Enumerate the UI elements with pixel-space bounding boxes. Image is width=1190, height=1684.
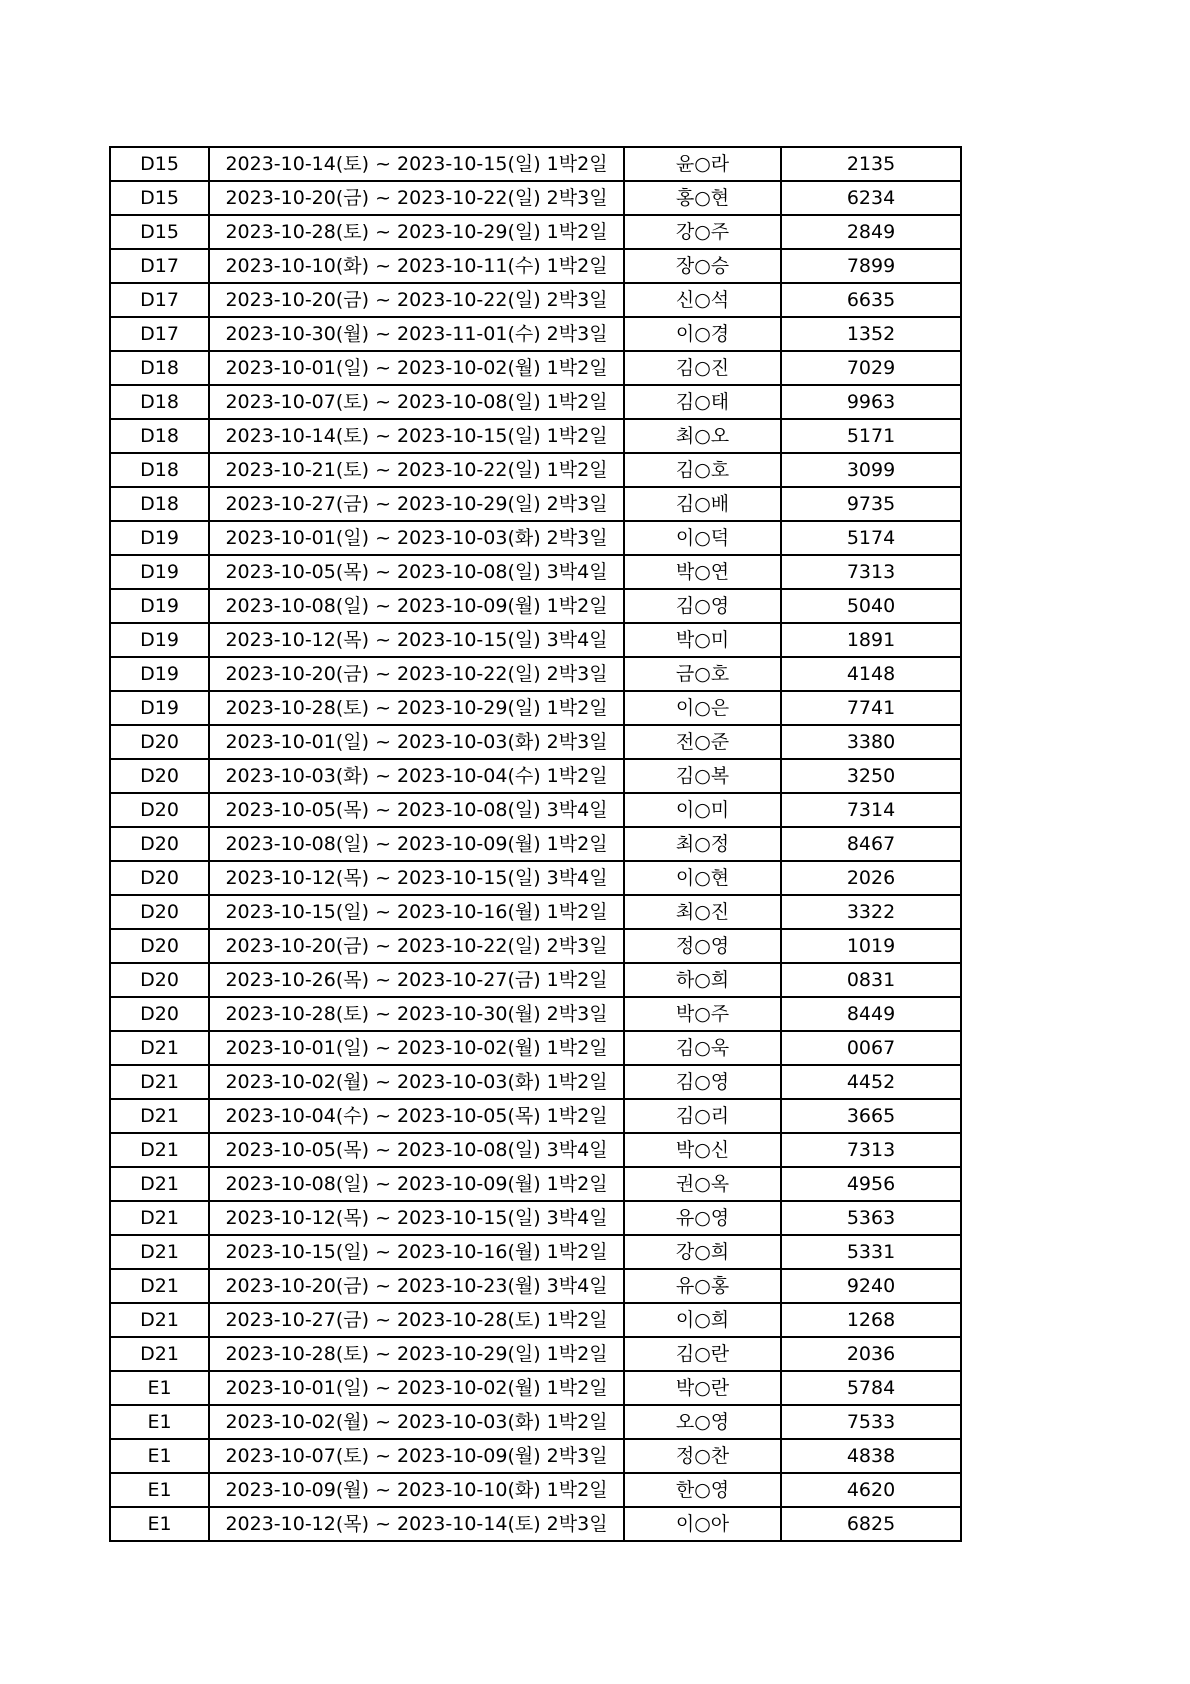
guest-name-cell: 금○호 bbox=[624, 657, 781, 691]
room-cell: D19 bbox=[110, 657, 209, 691]
guest-name-cell: 김○복 bbox=[624, 759, 781, 793]
guest-name-cell: 윤○라 bbox=[624, 147, 781, 181]
code-cell: 9963 bbox=[781, 385, 961, 419]
code-cell: 0067 bbox=[781, 1031, 961, 1065]
table-row bbox=[110, 1235, 961, 1269]
code-cell: 1268 bbox=[781, 1303, 961, 1337]
stay-period-cell: 2023-10-04(수) ~ 2023-10-05(목) 1박2일 bbox=[209, 1099, 624, 1133]
room-cell: D19 bbox=[110, 589, 209, 623]
code-cell: 2849 bbox=[781, 215, 961, 249]
code-cell: 9735 bbox=[781, 487, 961, 521]
reservation-table-body bbox=[110, 147, 961, 1541]
stay-period-cell: 2023-10-15(일) ~ 2023-10-16(월) 1박2일 bbox=[209, 895, 624, 929]
table-row bbox=[110, 283, 961, 317]
table-row bbox=[110, 1473, 961, 1507]
room-cell: D15 bbox=[110, 215, 209, 249]
stay-period-cell: 2023-10-28(토) ~ 2023-10-29(일) 1박2일 bbox=[209, 1337, 624, 1371]
guest-name-cell: 박○란 bbox=[624, 1371, 781, 1405]
room-cell: D20 bbox=[110, 861, 209, 895]
guest-name-cell: 이○덕 bbox=[624, 521, 781, 555]
stay-period-cell: 2023-10-07(토) ~ 2023-10-08(일) 1박2일 bbox=[209, 385, 624, 419]
code-cell: 9240 bbox=[781, 1269, 961, 1303]
code-cell: 1891 bbox=[781, 623, 961, 657]
room-cell: D21 bbox=[110, 1201, 209, 1235]
room-cell: D21 bbox=[110, 1099, 209, 1133]
guest-name-cell: 최○정 bbox=[624, 827, 781, 861]
guest-name-cell: 한○영 bbox=[624, 1473, 781, 1507]
table-row bbox=[110, 1201, 961, 1235]
guest-name-cell: 홍○현 bbox=[624, 181, 781, 215]
stay-period-cell: 2023-10-01(일) ~ 2023-10-02(월) 1박2일 bbox=[209, 1031, 624, 1065]
table-row bbox=[110, 963, 961, 997]
guest-name-cell: 김○호 bbox=[624, 453, 781, 487]
code-cell: 5784 bbox=[781, 1371, 961, 1405]
code-cell: 6825 bbox=[781, 1507, 961, 1541]
guest-name-cell: 하○희 bbox=[624, 963, 781, 997]
room-cell: D18 bbox=[110, 351, 209, 385]
room-cell: D20 bbox=[110, 997, 209, 1031]
room-cell: D20 bbox=[110, 725, 209, 759]
stay-period-cell: 2023-10-27(금) ~ 2023-10-29(일) 2박3일 bbox=[209, 487, 624, 521]
stay-period-cell: 2023-10-28(토) ~ 2023-10-30(월) 2박3일 bbox=[209, 997, 624, 1031]
room-cell: D18 bbox=[110, 487, 209, 521]
guest-name-cell: 이○희 bbox=[624, 1303, 781, 1337]
room-cell: D21 bbox=[110, 1031, 209, 1065]
guest-name-cell: 김○태 bbox=[624, 385, 781, 419]
stay-period-cell: 2023-10-12(목) ~ 2023-10-15(일) 3박4일 bbox=[209, 861, 624, 895]
guest-name-cell: 전○준 bbox=[624, 725, 781, 759]
room-cell: D20 bbox=[110, 759, 209, 793]
code-cell: 4838 bbox=[781, 1439, 961, 1473]
table-row bbox=[110, 215, 961, 249]
stay-period-cell: 2023-10-28(토) ~ 2023-10-29(일) 1박2일 bbox=[209, 215, 624, 249]
stay-period-cell: 2023-10-01(일) ~ 2023-10-03(화) 2박3일 bbox=[209, 725, 624, 759]
table-row bbox=[110, 1405, 961, 1439]
code-cell: 7899 bbox=[781, 249, 961, 283]
room-cell: D20 bbox=[110, 827, 209, 861]
code-cell: 6234 bbox=[781, 181, 961, 215]
table-row bbox=[110, 725, 961, 759]
table-row bbox=[110, 1133, 961, 1167]
room-cell: D17 bbox=[110, 317, 209, 351]
stay-period-cell: 2023-10-21(토) ~ 2023-10-22(일) 1박2일 bbox=[209, 453, 624, 487]
stay-period-cell: 2023-10-02(월) ~ 2023-10-03(화) 1박2일 bbox=[209, 1065, 624, 1099]
stay-period-cell: 2023-10-08(일) ~ 2023-10-09(월) 1박2일 bbox=[209, 827, 624, 861]
stay-period-cell: 2023-10-20(금) ~ 2023-10-22(일) 2박3일 bbox=[209, 283, 624, 317]
table-row bbox=[110, 1167, 961, 1201]
guest-name-cell: 박○미 bbox=[624, 623, 781, 657]
code-cell: 3322 bbox=[781, 895, 961, 929]
room-cell: D20 bbox=[110, 963, 209, 997]
stay-period-cell: 2023-10-01(일) ~ 2023-10-02(월) 1박2일 bbox=[209, 351, 624, 385]
stay-period-cell: 2023-10-07(토) ~ 2023-10-09(월) 2박3일 bbox=[209, 1439, 624, 1473]
stay-period-cell: 2023-10-20(금) ~ 2023-10-23(월) 3박4일 bbox=[209, 1269, 624, 1303]
room-cell: D18 bbox=[110, 385, 209, 419]
guest-name-cell: 최○진 bbox=[624, 895, 781, 929]
code-cell: 3665 bbox=[781, 1099, 961, 1133]
guest-name-cell: 박○신 bbox=[624, 1133, 781, 1167]
room-cell: D20 bbox=[110, 895, 209, 929]
guest-name-cell: 김○리 bbox=[624, 1099, 781, 1133]
table-row bbox=[110, 1031, 961, 1065]
code-cell: 5174 bbox=[781, 521, 961, 555]
guest-name-cell: 이○현 bbox=[624, 861, 781, 895]
stay-period-cell: 2023-10-20(금) ~ 2023-10-22(일) 2박3일 bbox=[209, 657, 624, 691]
code-cell: 7741 bbox=[781, 691, 961, 725]
code-cell: 2036 bbox=[781, 1337, 961, 1371]
table-row bbox=[110, 181, 961, 215]
guest-name-cell: 박○주 bbox=[624, 997, 781, 1031]
reservation-table bbox=[109, 146, 962, 1542]
stay-period-cell: 2023-10-27(금) ~ 2023-10-28(토) 1박2일 bbox=[209, 1303, 624, 1337]
guest-name-cell: 정○찬 bbox=[624, 1439, 781, 1473]
room-cell: D19 bbox=[110, 521, 209, 555]
room-cell: D19 bbox=[110, 691, 209, 725]
code-cell: 4148 bbox=[781, 657, 961, 691]
stay-period-cell: 2023-10-05(목) ~ 2023-10-08(일) 3박4일 bbox=[209, 555, 624, 589]
guest-name-cell: 오○영 bbox=[624, 1405, 781, 1439]
code-cell: 2135 bbox=[781, 147, 961, 181]
table-row bbox=[110, 351, 961, 385]
guest-name-cell: 김○배 bbox=[624, 487, 781, 521]
code-cell: 5171 bbox=[781, 419, 961, 453]
table-row bbox=[110, 997, 961, 1031]
code-cell: 3380 bbox=[781, 725, 961, 759]
guest-name-cell: 강○희 bbox=[624, 1235, 781, 1269]
room-cell: D17 bbox=[110, 249, 209, 283]
room-cell: D21 bbox=[110, 1337, 209, 1371]
stay-period-cell: 2023-10-28(토) ~ 2023-10-29(일) 1박2일 bbox=[209, 691, 624, 725]
table-row bbox=[110, 793, 961, 827]
code-cell: 5363 bbox=[781, 1201, 961, 1235]
stay-period-cell: 2023-10-26(목) ~ 2023-10-27(금) 1박2일 bbox=[209, 963, 624, 997]
code-cell: 7313 bbox=[781, 555, 961, 589]
guest-name-cell: 강○주 bbox=[624, 215, 781, 249]
room-cell: D18 bbox=[110, 419, 209, 453]
room-cell: D15 bbox=[110, 181, 209, 215]
code-cell: 7533 bbox=[781, 1405, 961, 1439]
code-cell: 6635 bbox=[781, 283, 961, 317]
table-row bbox=[110, 623, 961, 657]
guest-name-cell: 이○아 bbox=[624, 1507, 781, 1541]
table-row bbox=[110, 487, 961, 521]
code-cell: 0831 bbox=[781, 963, 961, 997]
room-cell: D17 bbox=[110, 283, 209, 317]
room-cell: E1 bbox=[110, 1473, 209, 1507]
table-row bbox=[110, 827, 961, 861]
room-cell: E1 bbox=[110, 1439, 209, 1473]
guest-name-cell: 김○영 bbox=[624, 1065, 781, 1099]
stay-period-cell: 2023-10-12(목) ~ 2023-10-14(토) 2박3일 bbox=[209, 1507, 624, 1541]
table-row bbox=[110, 419, 961, 453]
room-cell: D20 bbox=[110, 929, 209, 963]
code-cell: 7313 bbox=[781, 1133, 961, 1167]
stay-period-cell: 2023-10-14(토) ~ 2023-10-15(일) 1박2일 bbox=[209, 147, 624, 181]
guest-name-cell: 정○영 bbox=[624, 929, 781, 963]
guest-name-cell: 김○진 bbox=[624, 351, 781, 385]
stay-period-cell: 2023-10-10(화) ~ 2023-10-11(수) 1박2일 bbox=[209, 249, 624, 283]
stay-period-cell: 2023-10-08(일) ~ 2023-10-09(월) 1박2일 bbox=[209, 1167, 624, 1201]
table-row bbox=[110, 1099, 961, 1133]
code-cell: 3250 bbox=[781, 759, 961, 793]
guest-name-cell: 신○석 bbox=[624, 283, 781, 317]
room-cell: D21 bbox=[110, 1269, 209, 1303]
table-row bbox=[110, 147, 961, 181]
code-cell: 7314 bbox=[781, 793, 961, 827]
code-cell: 5040 bbox=[781, 589, 961, 623]
table-row bbox=[110, 657, 961, 691]
code-cell: 5331 bbox=[781, 1235, 961, 1269]
table-row bbox=[110, 1371, 961, 1405]
table-row bbox=[110, 249, 961, 283]
code-cell: 4620 bbox=[781, 1473, 961, 1507]
stay-period-cell: 2023-10-01(일) ~ 2023-10-03(화) 2박3일 bbox=[209, 521, 624, 555]
table-row bbox=[110, 1065, 961, 1099]
guest-name-cell: 이○은 bbox=[624, 691, 781, 725]
code-cell: 2026 bbox=[781, 861, 961, 895]
room-cell: D21 bbox=[110, 1065, 209, 1099]
room-cell: E1 bbox=[110, 1405, 209, 1439]
stay-period-cell: 2023-10-02(월) ~ 2023-10-03(화) 1박2일 bbox=[209, 1405, 624, 1439]
code-cell: 8467 bbox=[781, 827, 961, 861]
stay-period-cell: 2023-10-12(목) ~ 2023-10-15(일) 3박4일 bbox=[209, 623, 624, 657]
code-cell: 4452 bbox=[781, 1065, 961, 1099]
stay-period-cell: 2023-10-05(목) ~ 2023-10-08(일) 3박4일 bbox=[209, 1133, 624, 1167]
room-cell: D15 bbox=[110, 147, 209, 181]
room-cell: D19 bbox=[110, 555, 209, 589]
table-row bbox=[110, 1439, 961, 1473]
table-row bbox=[110, 1337, 961, 1371]
table-row bbox=[110, 1269, 961, 1303]
stay-period-cell: 2023-10-15(일) ~ 2023-10-16(월) 1박2일 bbox=[209, 1235, 624, 1269]
guest-name-cell: 김○란 bbox=[624, 1337, 781, 1371]
guest-name-cell: 유○홍 bbox=[624, 1269, 781, 1303]
stay-period-cell: 2023-10-05(목) ~ 2023-10-08(일) 3박4일 bbox=[209, 793, 624, 827]
room-cell: D21 bbox=[110, 1167, 209, 1201]
stay-period-cell: 2023-10-20(금) ~ 2023-10-22(일) 2박3일 bbox=[209, 181, 624, 215]
stay-period-cell: 2023-10-30(월) ~ 2023-11-01(수) 2박3일 bbox=[209, 317, 624, 351]
stay-period-cell: 2023-10-20(금) ~ 2023-10-22(일) 2박3일 bbox=[209, 929, 624, 963]
guest-name-cell: 장○승 bbox=[624, 249, 781, 283]
guest-name-cell: 박○연 bbox=[624, 555, 781, 589]
room-cell: E1 bbox=[110, 1507, 209, 1541]
room-cell: D20 bbox=[110, 793, 209, 827]
room-cell: E1 bbox=[110, 1371, 209, 1405]
table-row bbox=[110, 317, 961, 351]
table-row bbox=[110, 521, 961, 555]
table-row bbox=[110, 1303, 961, 1337]
guest-name-cell: 김○영 bbox=[624, 589, 781, 623]
room-cell: D21 bbox=[110, 1235, 209, 1269]
table-row bbox=[110, 759, 961, 793]
guest-name-cell: 이○미 bbox=[624, 793, 781, 827]
code-cell: 4956 bbox=[781, 1167, 961, 1201]
room-cell: D19 bbox=[110, 623, 209, 657]
table-row bbox=[110, 861, 961, 895]
stay-period-cell: 2023-10-01(일) ~ 2023-10-02(월) 1박2일 bbox=[209, 1371, 624, 1405]
code-cell: 1352 bbox=[781, 317, 961, 351]
guest-name-cell: 김○욱 bbox=[624, 1031, 781, 1065]
guest-name-cell: 이○경 bbox=[624, 317, 781, 351]
stay-period-cell: 2023-10-09(월) ~ 2023-10-10(화) 1박2일 bbox=[209, 1473, 624, 1507]
table-row bbox=[110, 929, 961, 963]
table-row bbox=[110, 453, 961, 487]
guest-name-cell: 최○오 bbox=[624, 419, 781, 453]
code-cell: 8449 bbox=[781, 997, 961, 1031]
table-row bbox=[110, 555, 961, 589]
room-cell: D21 bbox=[110, 1303, 209, 1337]
guest-name-cell: 유○영 bbox=[624, 1201, 781, 1235]
table-row bbox=[110, 589, 961, 623]
code-cell: 3099 bbox=[781, 453, 961, 487]
stay-period-cell: 2023-10-14(토) ~ 2023-10-15(일) 1박2일 bbox=[209, 419, 624, 453]
room-cell: D18 bbox=[110, 453, 209, 487]
table-row bbox=[110, 1507, 961, 1541]
code-cell: 7029 bbox=[781, 351, 961, 385]
table-row bbox=[110, 385, 961, 419]
stay-period-cell: 2023-10-03(화) ~ 2023-10-04(수) 1박2일 bbox=[209, 759, 624, 793]
code-cell: 1019 bbox=[781, 929, 961, 963]
stay-period-cell: 2023-10-08(일) ~ 2023-10-09(월) 1박2일 bbox=[209, 589, 624, 623]
stay-period-cell: 2023-10-12(목) ~ 2023-10-15(일) 3박4일 bbox=[209, 1201, 624, 1235]
table-row bbox=[110, 895, 961, 929]
table-row bbox=[110, 691, 961, 725]
room-cell: D21 bbox=[110, 1133, 209, 1167]
guest-name-cell: 권○옥 bbox=[624, 1167, 781, 1201]
